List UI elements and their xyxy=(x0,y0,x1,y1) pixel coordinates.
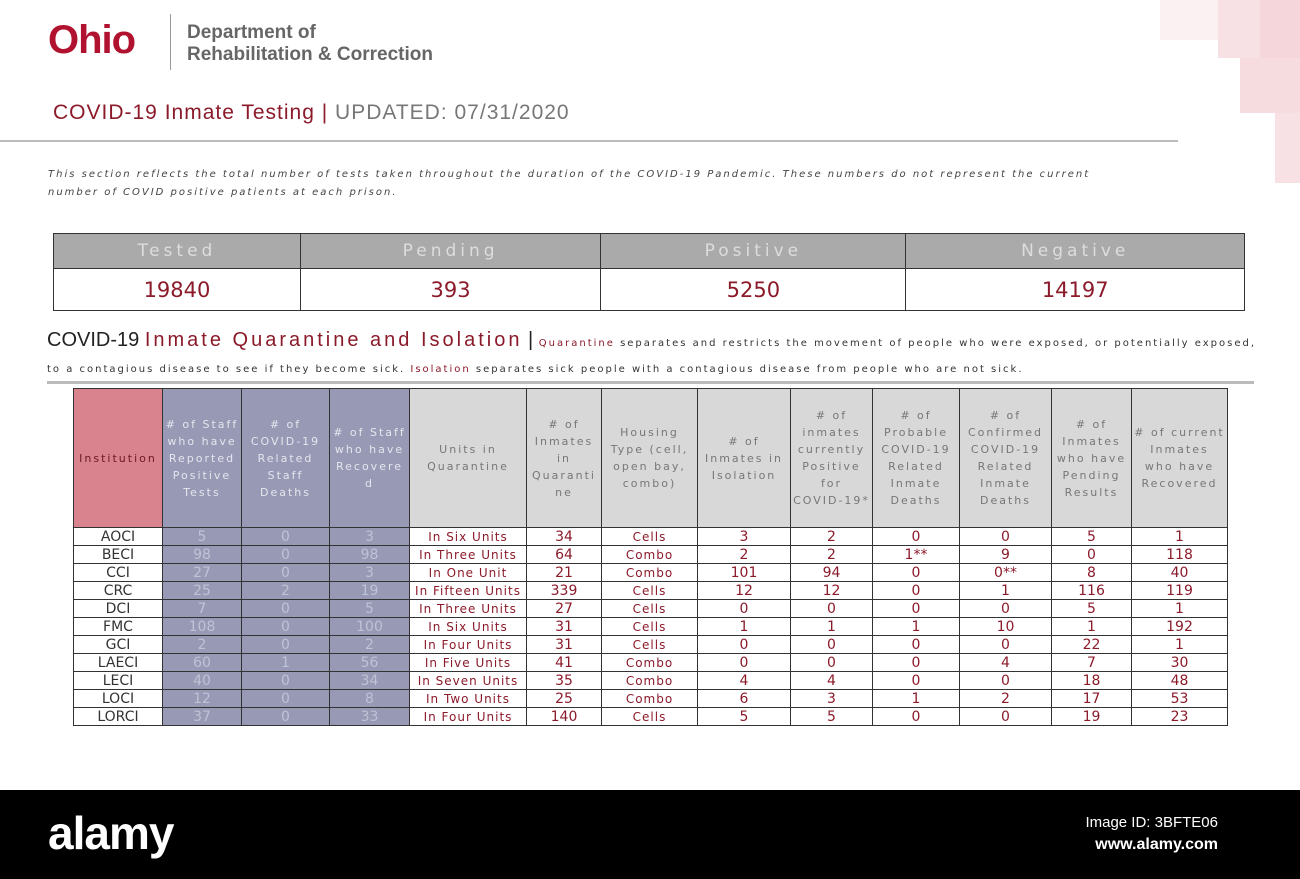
cell-units-in-quarantine: In Six Units xyxy=(410,528,527,546)
cell-units-in-quarantine: In Four Units xyxy=(410,636,527,654)
cell-inmates-recovered: 40 xyxy=(1132,564,1228,582)
header-inmates-in-isolation: # of Inmates in Isolation xyxy=(698,389,791,528)
cell-inmates-in-isolation: 4 xyxy=(698,672,791,690)
header-inmates-recovered: # of current Inmates who have Recovered xyxy=(1132,389,1228,528)
cell-staff-positive: 2 xyxy=(163,636,242,654)
cell-inmates-positive: 0 xyxy=(791,654,873,672)
table-row xyxy=(74,708,1228,726)
header-housing-type: Housing Type (cell, open bay, combo) xyxy=(602,389,698,528)
cell-staff-deaths: 2 xyxy=(242,582,330,600)
summary-values-row xyxy=(54,269,1245,311)
summary-header: Positive xyxy=(601,234,906,269)
cell-housing-type: Cells xyxy=(602,636,698,654)
cell-probable-deaths: 0 xyxy=(873,636,960,654)
table-row xyxy=(74,546,1228,564)
cell-confirmed-deaths: 0 xyxy=(960,672,1052,690)
table-row xyxy=(74,564,1228,582)
testing-description: This section reflects the total number of tests taken throughout the duration of the COVID-19 Pandemic. These numbers do not represent the current number of COVID positive patients at each prison. xyxy=(48,169,1091,198)
cell-inmates-recovered: 119 xyxy=(1132,582,1228,600)
cell-institution: CCI xyxy=(74,564,163,582)
cell-inmates-positive: 12 xyxy=(791,582,873,600)
cell-inmates-in-quarantine: 339 xyxy=(527,582,602,600)
header-inmates-in-quarantine: # of Inmates in Quarantine xyxy=(527,389,602,528)
corner-decoration xyxy=(1218,0,1260,58)
cell-pending-results: 8 xyxy=(1052,564,1132,582)
summary-header: Pending xyxy=(300,234,600,269)
corner-decoration xyxy=(1260,0,1300,58)
watermark-bar xyxy=(0,790,1300,879)
cell-pending-results: 18 xyxy=(1052,672,1132,690)
cell-housing-type: Combo xyxy=(602,564,698,582)
cell-confirmed-deaths: 0 xyxy=(960,708,1052,726)
cell-inmates-positive: 0 xyxy=(791,636,873,654)
dept-line-2: Rehabilitation & Correction xyxy=(187,44,433,65)
cell-inmates-recovered: 30 xyxy=(1132,654,1228,672)
summary-header: Negative xyxy=(906,234,1245,269)
testing-title xyxy=(53,101,570,125)
cell-institution: LAECI xyxy=(74,654,163,672)
header-confirmed-deaths: # of Confirmed COVID-19 Related Inmate Deaths xyxy=(960,389,1052,528)
cell-units-in-quarantine: In Four Units xyxy=(410,708,527,726)
header-probable-deaths: # of Probable COVID-19 Related Inmate Deaths xyxy=(873,389,960,528)
cell-housing-type: Combo xyxy=(602,654,698,672)
department-name xyxy=(187,22,433,66)
cell-pending-results: 5 xyxy=(1052,600,1132,618)
cell-inmates-in-isolation: 3 xyxy=(698,528,791,546)
cell-inmates-in-isolation: 5 xyxy=(698,708,791,726)
cell-inmates-in-quarantine: 64 xyxy=(527,546,602,564)
positive-value: 5250 xyxy=(601,269,906,311)
cell-staff-recovered: 3 xyxy=(330,528,410,546)
cell-staff-deaths: 0 xyxy=(242,528,330,546)
cell-institution: DCI xyxy=(74,600,163,618)
cell-institution: CRC xyxy=(74,582,163,600)
cell-units-in-quarantine: In Six Units xyxy=(410,618,527,636)
cell-staff-positive: 27 xyxy=(163,564,242,582)
cell-inmates-recovered: 53 xyxy=(1132,690,1228,708)
cell-staff-deaths: 0 xyxy=(242,618,330,636)
header-pending-results: # of Inmates who have Pending Results xyxy=(1052,389,1132,528)
cell-units-in-quarantine: In Five Units xyxy=(410,654,527,672)
cell-staff-positive: 98 xyxy=(163,546,242,564)
cell-confirmed-deaths: 2 xyxy=(960,690,1052,708)
cell-probable-deaths: 0 xyxy=(873,582,960,600)
cell-staff-recovered: 100 xyxy=(330,618,410,636)
cell-units-in-quarantine: In One Unit xyxy=(410,564,527,582)
cell-inmates-in-quarantine: 41 xyxy=(527,654,602,672)
divider xyxy=(47,381,1254,384)
cell-inmates-positive: 94 xyxy=(791,564,873,582)
cell-institution: FMC xyxy=(74,618,163,636)
cell-probable-deaths: 0 xyxy=(873,600,960,618)
cell-probable-deaths: 0 xyxy=(873,672,960,690)
corner-decoration xyxy=(1240,58,1300,113)
cell-inmates-in-quarantine: 31 xyxy=(527,636,602,654)
cell-inmates-in-quarantine: 31 xyxy=(527,618,602,636)
cell-confirmed-deaths: 10 xyxy=(960,618,1052,636)
cell-staff-positive: 40 xyxy=(163,672,242,690)
cell-probable-deaths: 1 xyxy=(873,618,960,636)
cell-inmates-positive: 4 xyxy=(791,672,873,690)
pending-value: 393 xyxy=(300,269,600,311)
cell-inmates-in-isolation: 101 xyxy=(698,564,791,582)
table-row xyxy=(74,636,1228,654)
cell-inmates-positive: 2 xyxy=(791,546,873,564)
ohio-logo: Ohio xyxy=(48,18,136,62)
cell-units-in-quarantine: In Three Units xyxy=(410,546,527,564)
cell-inmates-positive: 0 xyxy=(791,600,873,618)
cell-confirmed-deaths: 0 xyxy=(960,636,1052,654)
cell-housing-type: Combo xyxy=(602,690,698,708)
testing-title-text: COVID-19 Inmate Testing xyxy=(53,101,315,124)
cell-institution: LOCI xyxy=(74,690,163,708)
cell-inmates-in-quarantine: 140 xyxy=(527,708,602,726)
cell-staff-deaths: 0 xyxy=(242,636,330,654)
cell-staff-recovered: 19 xyxy=(330,582,410,600)
cell-staff-recovered: 34 xyxy=(330,672,410,690)
title-separator: | xyxy=(522,329,534,351)
cell-staff-deaths: 0 xyxy=(242,672,330,690)
cell-inmates-recovered: 23 xyxy=(1132,708,1228,726)
header-staff-positive: # of Staff who have Reported Positive Tests xyxy=(163,389,242,528)
header-units-in-quarantine: Units in Quarantine xyxy=(410,389,527,528)
cell-inmates-recovered: 118 xyxy=(1132,546,1228,564)
table-row xyxy=(74,600,1228,618)
quarantine-title-prefix: COVID-19 xyxy=(47,329,145,351)
cell-inmates-in-isolation: 0 xyxy=(698,636,791,654)
cell-inmates-positive: 3 xyxy=(791,690,873,708)
cell-staff-deaths: 0 xyxy=(242,546,330,564)
cell-housing-type: Cells xyxy=(602,708,698,726)
cell-housing-type: Cells xyxy=(602,618,698,636)
cell-inmates-positive: 5 xyxy=(791,708,873,726)
cell-units-in-quarantine: In Seven Units xyxy=(410,672,527,690)
quarantine-word: Quarantine xyxy=(538,338,615,349)
cell-inmates-positive: 1 xyxy=(791,618,873,636)
cell-staff-deaths: 1 xyxy=(242,654,330,672)
cell-institution: LORCI xyxy=(74,708,163,726)
cell-staff-recovered: 56 xyxy=(330,654,410,672)
cell-institution: LECI xyxy=(74,672,163,690)
cell-institution: BECI xyxy=(74,546,163,564)
table-row xyxy=(74,618,1228,636)
cell-staff-deaths: 0 xyxy=(242,600,330,618)
table-header-row xyxy=(74,389,1228,528)
cell-confirmed-deaths: 0** xyxy=(960,564,1052,582)
cell-housing-type: Cells xyxy=(602,600,698,618)
table-row xyxy=(74,690,1228,708)
corner-decoration xyxy=(1160,0,1218,40)
cell-staff-positive: 37 xyxy=(163,708,242,726)
cell-inmates-in-isolation: 0 xyxy=(698,600,791,618)
header-staff-deaths: # of COVID-19 Related Staff Deaths xyxy=(242,389,330,528)
testing-summary-table xyxy=(53,233,1245,311)
cell-housing-type: Combo xyxy=(602,546,698,564)
cell-confirmed-deaths: 4 xyxy=(960,654,1052,672)
cell-staff-positive: 5 xyxy=(163,528,242,546)
header-staff-recovered: # of Staff who have Recovered xyxy=(330,389,410,528)
cell-confirmed-deaths: 0 xyxy=(960,528,1052,546)
cell-staff-deaths: 0 xyxy=(242,708,330,726)
cell-pending-results: 1 xyxy=(1052,618,1132,636)
corner-decoration xyxy=(1275,113,1300,183)
cell-inmates-in-isolation: 0 xyxy=(698,654,791,672)
cell-probable-deaths: 0 xyxy=(873,528,960,546)
cell-staff-positive: 7 xyxy=(163,600,242,618)
cell-housing-type: Cells xyxy=(602,528,698,546)
cell-probable-deaths: 0 xyxy=(873,654,960,672)
summary-header-row xyxy=(54,234,1245,269)
cell-inmates-in-isolation: 2 xyxy=(698,546,791,564)
cell-inmates-recovered: 192 xyxy=(1132,618,1228,636)
cell-probable-deaths: 1 xyxy=(873,690,960,708)
divider xyxy=(0,140,1178,142)
table-row xyxy=(74,528,1228,546)
cell-inmates-recovered: 1 xyxy=(1132,600,1228,618)
cell-housing-type: Combo xyxy=(602,672,698,690)
cell-staff-recovered: 98 xyxy=(330,546,410,564)
summary-header: Tested xyxy=(54,234,301,269)
cell-probable-deaths: 1** xyxy=(873,546,960,564)
cell-staff-recovered: 5 xyxy=(330,600,410,618)
cell-inmates-in-isolation: 6 xyxy=(698,690,791,708)
cell-inmates-positive: 2 xyxy=(791,528,873,546)
cell-institution: AOCI xyxy=(74,528,163,546)
title-separator: | xyxy=(321,101,329,124)
cell-probable-deaths: 0 xyxy=(873,708,960,726)
isolation-word: Isolation xyxy=(410,364,471,375)
cell-pending-results: 17 xyxy=(1052,690,1132,708)
updated-date: UPDATED: 07/31/2020 xyxy=(335,101,570,124)
cell-inmates-in-quarantine: 27 xyxy=(527,600,602,618)
cell-pending-results: 19 xyxy=(1052,708,1132,726)
watermark-url: www.alamy.com xyxy=(1095,836,1218,853)
cell-staff-positive: 60 xyxy=(163,654,242,672)
cell-probable-deaths: 0 xyxy=(873,564,960,582)
cell-inmates-recovered: 48 xyxy=(1132,672,1228,690)
cell-confirmed-deaths: 1 xyxy=(960,582,1052,600)
cell-staff-recovered: 2 xyxy=(330,636,410,654)
cell-inmates-recovered: 1 xyxy=(1132,636,1228,654)
image-id: Image ID: 3BFTE06 xyxy=(1085,814,1218,831)
header-institution: Institution xyxy=(74,389,163,528)
cell-pending-results: 116 xyxy=(1052,582,1132,600)
dept-line-1: Department of xyxy=(187,22,316,43)
cell-inmates-recovered: 1 xyxy=(1132,528,1228,546)
quarantine-title-red: Inmate Quarantine and Isolation xyxy=(144,329,523,351)
cell-inmates-in-quarantine: 34 xyxy=(527,528,602,546)
cell-institution: GCI xyxy=(74,636,163,654)
header-inmates-positive: # of inmates currently Positive for COVID-19* xyxy=(791,389,873,528)
table-row xyxy=(74,654,1228,672)
cell-staff-recovered: 8 xyxy=(330,690,410,708)
negative-value: 14197 xyxy=(906,269,1245,311)
cell-staff-positive: 25 xyxy=(163,582,242,600)
cell-staff-positive: 12 xyxy=(163,690,242,708)
cell-inmates-in-quarantine: 21 xyxy=(527,564,602,582)
cell-staff-deaths: 0 xyxy=(242,564,330,582)
cell-pending-results: 5 xyxy=(1052,528,1132,546)
cell-units-in-quarantine: In Two Units xyxy=(410,690,527,708)
cell-staff-recovered: 33 xyxy=(330,708,410,726)
isolation-text: separates sick people with a contagious disease from people who are not sick. xyxy=(470,364,1024,375)
cell-units-in-quarantine: In Three Units xyxy=(410,600,527,618)
cell-units-in-quarantine: In Fifteen Units xyxy=(410,582,527,600)
cell-inmates-in-isolation: 12 xyxy=(698,582,791,600)
cell-staff-recovered: 3 xyxy=(330,564,410,582)
tested-value: 19840 xyxy=(54,269,301,311)
cell-staff-deaths: 0 xyxy=(242,690,330,708)
cell-pending-results: 7 xyxy=(1052,654,1132,672)
quarantine-title xyxy=(47,329,1257,381)
quarantine-table xyxy=(73,388,1228,726)
cell-pending-results: 22 xyxy=(1052,636,1132,654)
cell-inmates-in-quarantine: 35 xyxy=(527,672,602,690)
cell-housing-type: Cells xyxy=(602,582,698,600)
cell-inmates-in-quarantine: 25 xyxy=(527,690,602,708)
cell-confirmed-deaths: 0 xyxy=(960,600,1052,618)
table-row xyxy=(74,672,1228,690)
cell-pending-results: 0 xyxy=(1052,546,1132,564)
cell-confirmed-deaths: 9 xyxy=(960,546,1052,564)
alamy-logo: alamy xyxy=(48,807,174,859)
table-row xyxy=(74,582,1228,600)
cell-staff-positive: 108 xyxy=(163,618,242,636)
quarantine-text: separates and restricts the movement of people who were exposed, or potentially exposed, to a contagious disease to see if they become sick. xyxy=(47,338,1257,375)
cell-inmates-in-isolation: 1 xyxy=(698,618,791,636)
logo-divider xyxy=(170,14,171,70)
